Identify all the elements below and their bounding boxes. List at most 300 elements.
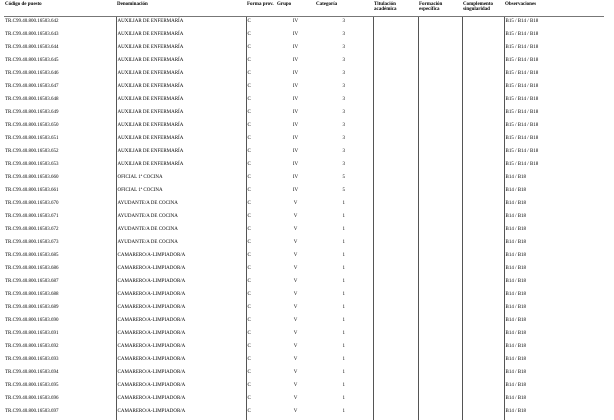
cell-categoria: 1 xyxy=(315,342,373,355)
cell-forma-prov: C xyxy=(246,160,276,173)
cell-denominacion: AUXILIAR DE ENFERMARÍA xyxy=(116,147,246,160)
cell-denominacion: CAMARERO/A-LIMPIADOR/A xyxy=(116,407,246,420)
cell-complemento xyxy=(462,134,504,147)
cell-formacion xyxy=(418,342,462,355)
cell-formacion xyxy=(418,368,462,381)
cell-categoria: 1 xyxy=(315,212,373,225)
cell-forma-prov: C xyxy=(246,290,276,303)
cell-complemento xyxy=(462,316,504,329)
cell-formacion xyxy=(418,394,462,407)
cell-denominacion: CAMARERO/A-LIMPIADOR/A xyxy=(116,329,246,342)
cell-forma-prov: C xyxy=(246,238,276,251)
cell-denominacion: CAMARERO/A-LIMPIADOR/A xyxy=(116,303,246,316)
cell-titulacion xyxy=(373,173,418,186)
cell-complemento xyxy=(462,264,504,277)
table-row xyxy=(4,394,604,407)
cell-formacion xyxy=(418,17,462,31)
cell-complemento xyxy=(462,173,504,186)
table-body xyxy=(4,17,604,420)
cell-denominacion: AYUDANTE/A DE COCINA xyxy=(116,212,246,225)
cell-grupo: V xyxy=(276,277,315,290)
cell-formacion xyxy=(418,121,462,134)
cell-denominacion: CAMARERO/A-LIMPIADOR/A xyxy=(116,290,246,303)
cell-titulacion xyxy=(373,225,418,238)
cell-titulacion xyxy=(373,82,418,95)
cell-denominacion: CAMARERO/A-LIMPIADOR/A xyxy=(116,381,246,394)
cell-grupo: V xyxy=(276,238,315,251)
cell-formacion xyxy=(418,173,462,186)
cell-complemento xyxy=(462,290,504,303)
table-row xyxy=(4,355,604,368)
cell-grupo: IV xyxy=(276,43,315,56)
cell-formacion xyxy=(418,264,462,277)
cell-codigo: TR.C99.40.800.16503.686 xyxy=(4,264,116,277)
cell-denominacion: AUXILIAR DE ENFERMARÍA xyxy=(116,30,246,43)
cell-forma-prov: C xyxy=(246,316,276,329)
table-row xyxy=(4,56,604,69)
cell-complemento xyxy=(462,30,504,43)
cell-categoria: 3 xyxy=(315,43,373,56)
table-row xyxy=(4,251,604,264)
cell-categoria: 1 xyxy=(315,264,373,277)
cell-complemento xyxy=(462,108,504,121)
cell-codigo: TR.C99.40.800.16503.652 xyxy=(4,147,116,160)
header-forma-prov: Forma prov. xyxy=(246,2,276,17)
table-row xyxy=(4,199,604,212)
cell-forma-prov: C xyxy=(246,108,276,121)
cell-codigo: TR.C99.40.800.16503.688 xyxy=(4,290,116,303)
cell-codigo: TR.C99.40.800.16503.695 xyxy=(4,381,116,394)
cell-grupo: IV xyxy=(276,56,315,69)
table-row xyxy=(4,95,604,108)
table-row xyxy=(4,290,604,303)
cell-categoria: 1 xyxy=(315,355,373,368)
header-titulacion: Titulación académica xyxy=(373,2,418,17)
cell-grupo: V xyxy=(276,342,315,355)
cell-forma-prov: C xyxy=(246,95,276,108)
cell-forma-prov: C xyxy=(246,225,276,238)
cell-denominacion: AYUDANTE/A DE COCINA xyxy=(116,199,246,212)
cell-observaciones: B14 / B18 xyxy=(504,407,604,420)
header-categoria: Categoría xyxy=(315,2,373,17)
cell-codigo: TR.C99.40.800.16503.647 xyxy=(4,82,116,95)
cell-complemento xyxy=(462,147,504,160)
cell-observaciones: B14 / B18 xyxy=(504,355,604,368)
cell-categoria: 3 xyxy=(315,30,373,43)
cell-denominacion: CAMARERO/A-LIMPIADOR/A xyxy=(116,277,246,290)
cell-formacion xyxy=(418,355,462,368)
header-grupo: Grupo xyxy=(276,2,315,17)
cell-formacion xyxy=(418,134,462,147)
cell-titulacion xyxy=(373,368,418,381)
cell-complemento xyxy=(462,212,504,225)
cell-titulacion xyxy=(373,394,418,407)
cell-observaciones: B14 / B18 xyxy=(504,329,604,342)
table-row xyxy=(4,160,604,173)
cell-observaciones: B14 / B18 xyxy=(504,173,604,186)
cell-formacion xyxy=(418,95,462,108)
cell-titulacion xyxy=(373,17,418,31)
cell-categoria: 3 xyxy=(315,69,373,82)
cell-complemento xyxy=(462,17,504,31)
cell-codigo: TR.C99.40.800.16503.648 xyxy=(4,95,116,108)
cell-titulacion xyxy=(373,381,418,394)
cell-codigo: TR.C99.40.800.16503.649 xyxy=(4,108,116,121)
cell-grupo: IV xyxy=(276,82,315,95)
cell-complemento xyxy=(462,355,504,368)
cell-complemento xyxy=(462,186,504,199)
cell-formacion xyxy=(418,225,462,238)
cell-titulacion xyxy=(373,238,418,251)
cell-categoria: 3 xyxy=(315,17,373,31)
cell-observaciones: B15 / B14 / B18 xyxy=(504,30,604,43)
cell-complemento xyxy=(462,225,504,238)
cell-observaciones: B15 / B14 / B18 xyxy=(504,56,604,69)
cell-formacion xyxy=(418,277,462,290)
cell-formacion xyxy=(418,199,462,212)
cell-formacion xyxy=(418,238,462,251)
cell-formacion xyxy=(418,290,462,303)
cell-forma-prov: C xyxy=(246,381,276,394)
cell-grupo: IV xyxy=(276,69,315,82)
cell-grupo: V xyxy=(276,329,315,342)
cell-codigo: TR.C99.40.800.16503.671 xyxy=(4,212,116,225)
table-row xyxy=(4,368,604,381)
cell-denominacion: AUXILIAR DE ENFERMARÍA xyxy=(116,134,246,147)
cell-grupo: IV xyxy=(276,186,315,199)
cell-denominacion: CAMARERO/A-LIMPIADOR/A xyxy=(116,342,246,355)
cell-grupo: V xyxy=(276,212,315,225)
table-header-row xyxy=(4,2,604,17)
cell-denominacion: AYUDANTE/A DE COCINA xyxy=(116,225,246,238)
cell-forma-prov: C xyxy=(246,303,276,316)
cell-observaciones: B15 / B14 / B18 xyxy=(504,160,604,173)
cell-complemento xyxy=(462,342,504,355)
cell-formacion xyxy=(418,407,462,420)
cell-titulacion xyxy=(373,43,418,56)
cell-complemento xyxy=(462,160,504,173)
cell-observaciones: B15 / B14 / B18 xyxy=(504,43,604,56)
cell-observaciones: B15 / B14 / B18 xyxy=(504,108,604,121)
cell-grupo: V xyxy=(276,303,315,316)
cell-observaciones: B14 / B18 xyxy=(504,290,604,303)
header-denominacion: Denominación xyxy=(116,2,246,17)
cell-forma-prov: C xyxy=(246,394,276,407)
cell-titulacion xyxy=(373,30,418,43)
cell-codigo: TR.C99.40.800.16503.673 xyxy=(4,238,116,251)
cell-grupo: V xyxy=(276,264,315,277)
cell-complemento xyxy=(462,277,504,290)
cell-codigo: TR.C99.40.800.16503.696 xyxy=(4,394,116,407)
header-formacion: Formación específica xyxy=(418,2,462,17)
cell-grupo: IV xyxy=(276,30,315,43)
cell-codigo: TR.C99.40.800.16503.689 xyxy=(4,303,116,316)
cell-grupo: IV xyxy=(276,17,315,31)
cell-titulacion xyxy=(373,212,418,225)
cell-codigo: TR.C99.40.800.16503.685 xyxy=(4,251,116,264)
cell-observaciones: B14 / B18 xyxy=(504,225,604,238)
table-row xyxy=(4,108,604,121)
cell-formacion xyxy=(418,251,462,264)
cell-observaciones: B15 / B14 / B18 xyxy=(504,134,604,147)
cell-grupo: IV xyxy=(276,95,315,108)
cell-titulacion xyxy=(373,290,418,303)
cell-complemento xyxy=(462,368,504,381)
cell-observaciones: B15 / B14 / B18 xyxy=(504,147,604,160)
cell-codigo: TR.C99.40.800.16503.651 xyxy=(4,134,116,147)
cell-formacion xyxy=(418,56,462,69)
cell-observaciones: B15 / B14 / B18 xyxy=(504,17,604,31)
cell-observaciones: B14 / B18 xyxy=(504,212,604,225)
cell-formacion xyxy=(418,303,462,316)
cell-categoria: 3 xyxy=(315,134,373,147)
cell-titulacion xyxy=(373,316,418,329)
cell-complemento xyxy=(462,56,504,69)
cell-grupo: V xyxy=(276,407,315,420)
cell-categoria: 1 xyxy=(315,277,373,290)
cell-complemento xyxy=(462,381,504,394)
cell-observaciones: B14 / B18 xyxy=(504,316,604,329)
cell-denominacion: AUXILIAR DE ENFERMARÍA xyxy=(116,95,246,108)
cell-forma-prov: C xyxy=(246,69,276,82)
cell-denominacion: AUXILIAR DE ENFERMARÍA xyxy=(116,160,246,173)
cell-formacion xyxy=(418,69,462,82)
table-row xyxy=(4,225,604,238)
cell-grupo: IV xyxy=(276,173,315,186)
table-row xyxy=(4,43,604,56)
cell-titulacion xyxy=(373,303,418,316)
cell-complemento xyxy=(462,238,504,251)
cell-codigo: TR.C99.40.800.16503.694 xyxy=(4,368,116,381)
cell-denominacion: AUXILIAR DE ENFERMARÍA xyxy=(116,69,246,82)
cell-forma-prov: C xyxy=(246,30,276,43)
cell-formacion xyxy=(418,43,462,56)
cell-titulacion xyxy=(373,121,418,134)
cell-titulacion xyxy=(373,199,418,212)
cell-codigo: TR.C99.40.800.16503.692 xyxy=(4,342,116,355)
cell-denominacion: CAMARERO/A-LIMPIADOR/A xyxy=(116,355,246,368)
cell-categoria: 3 xyxy=(315,160,373,173)
table-row xyxy=(4,173,604,186)
cell-titulacion xyxy=(373,56,418,69)
cell-denominacion: CAMARERO/A-LIMPIADOR/A xyxy=(116,368,246,381)
cell-formacion xyxy=(418,160,462,173)
header-codigo: Código de puesto xyxy=(4,2,116,17)
cell-observaciones: B14 / B18 xyxy=(504,199,604,212)
header-observaciones: Observaciones xyxy=(504,2,604,17)
table-row xyxy=(4,407,604,420)
cell-observaciones: B14 / B18 xyxy=(504,394,604,407)
cell-titulacion xyxy=(373,329,418,342)
cell-complemento xyxy=(462,82,504,95)
cell-codigo: TR.C99.40.800.16503.642 xyxy=(4,17,116,31)
cell-denominacion: AUXILIAR DE ENFERMARÍA xyxy=(116,108,246,121)
cell-denominacion: CAMARERO/A-LIMPIADOR/A xyxy=(116,264,246,277)
cell-complemento xyxy=(462,95,504,108)
cell-formacion xyxy=(418,108,462,121)
cell-codigo: TR.C99.40.800.16503.650 xyxy=(4,121,116,134)
cell-denominacion: AUXILIAR DE ENFERMARÍA xyxy=(116,17,246,31)
cell-titulacion xyxy=(373,407,418,420)
cell-complemento xyxy=(462,121,504,134)
cell-denominacion: OFICIAL 1ª COCINA xyxy=(116,173,246,186)
cell-observaciones: B14 / B18 xyxy=(504,238,604,251)
cell-categoria: 1 xyxy=(315,394,373,407)
cell-categoria: 3 xyxy=(315,56,373,69)
cell-titulacion xyxy=(373,147,418,160)
cell-titulacion xyxy=(373,277,418,290)
cell-formacion xyxy=(418,381,462,394)
cell-codigo: TR.C99.40.800.16503.645 xyxy=(4,56,116,69)
cell-codigo: TR.C99.40.800.16503.697 xyxy=(4,407,116,420)
table-row xyxy=(4,264,604,277)
cell-forma-prov: C xyxy=(246,407,276,420)
cell-titulacion xyxy=(373,134,418,147)
cell-formacion xyxy=(418,316,462,329)
cell-codigo: TR.C99.40.800.16503.661 xyxy=(4,186,116,199)
cell-categoria: 1 xyxy=(315,316,373,329)
cell-denominacion: AUXILIAR DE ENFERMARÍA xyxy=(116,82,246,95)
cell-grupo: V xyxy=(276,316,315,329)
cell-observaciones: B14 / B18 xyxy=(504,251,604,264)
cell-forma-prov: C xyxy=(246,199,276,212)
table-row xyxy=(4,381,604,394)
table-row xyxy=(4,147,604,160)
cell-forma-prov: C xyxy=(246,43,276,56)
cell-grupo: IV xyxy=(276,160,315,173)
cell-titulacion xyxy=(373,342,418,355)
cell-complemento xyxy=(462,199,504,212)
cell-denominacion: AYUDANTE/A DE COCINA xyxy=(116,238,246,251)
cell-grupo: V xyxy=(276,394,315,407)
cell-grupo: V xyxy=(276,290,315,303)
cell-grupo: V xyxy=(276,199,315,212)
cell-formacion xyxy=(418,30,462,43)
table-row xyxy=(4,30,604,43)
cell-codigo: TR.C99.40.800.16503.690 xyxy=(4,316,116,329)
cell-observaciones: B15 / B14 / B18 xyxy=(504,95,604,108)
cell-categoria: 5 xyxy=(315,173,373,186)
header-complemento: Complemento singularidad xyxy=(462,2,504,17)
cell-denominacion: CAMARERO/A-LIMPIADOR/A xyxy=(116,394,246,407)
cell-codigo: TR.C99.40.800.16503.691 xyxy=(4,329,116,342)
cell-grupo: V xyxy=(276,368,315,381)
table-row xyxy=(4,17,604,31)
cell-formacion xyxy=(418,147,462,160)
cell-forma-prov: C xyxy=(246,368,276,381)
table-row xyxy=(4,238,604,251)
cell-denominacion: AUXILIAR DE ENFERMARÍA xyxy=(116,56,246,69)
cell-grupo: IV xyxy=(276,134,315,147)
cell-forma-prov: C xyxy=(246,147,276,160)
cell-denominacion: CAMARERO/A-LIMPIADOR/A xyxy=(116,316,246,329)
cell-grupo: IV xyxy=(276,121,315,134)
cell-codigo: TR.C99.40.800.16503.646 xyxy=(4,69,116,82)
cell-formacion xyxy=(418,82,462,95)
cell-formacion xyxy=(418,329,462,342)
cell-grupo: V xyxy=(276,355,315,368)
cell-codigo: TR.C99.40.800.16503.643 xyxy=(4,30,116,43)
cell-codigo: TR.C99.40.800.16503.653 xyxy=(4,160,116,173)
cell-categoria: 1 xyxy=(315,381,373,394)
cell-codigo: TR.C99.40.800.16503.670 xyxy=(4,199,116,212)
cell-formacion xyxy=(418,212,462,225)
cell-observaciones: B14 / B18 xyxy=(504,264,604,277)
cell-observaciones: B15 / B14 / B18 xyxy=(504,69,604,82)
cell-forma-prov: C xyxy=(246,186,276,199)
cell-denominacion: AUXILIAR DE ENFERMARÍA xyxy=(116,43,246,56)
cell-titulacion xyxy=(373,355,418,368)
cell-titulacion xyxy=(373,264,418,277)
cell-categoria: 1 xyxy=(315,407,373,420)
table-row xyxy=(4,212,604,225)
cell-categoria: 1 xyxy=(315,368,373,381)
table-row xyxy=(4,121,604,134)
cell-observaciones: B14 / B18 xyxy=(504,303,604,316)
cell-categoria: 1 xyxy=(315,290,373,303)
cell-titulacion xyxy=(373,69,418,82)
cell-codigo: TR.C99.40.800.16503.693 xyxy=(4,355,116,368)
cell-forma-prov: C xyxy=(246,121,276,134)
cell-complemento xyxy=(462,43,504,56)
cell-forma-prov: C xyxy=(246,56,276,69)
cell-titulacion xyxy=(373,108,418,121)
cell-forma-prov: C xyxy=(246,82,276,95)
cell-titulacion xyxy=(373,186,418,199)
cell-codigo: TR.C99.40.800.16503.672 xyxy=(4,225,116,238)
cell-categoria: 3 xyxy=(315,121,373,134)
cell-codigo: TR.C99.40.800.16503.687 xyxy=(4,277,116,290)
cell-complemento xyxy=(462,69,504,82)
table-row xyxy=(4,329,604,342)
table-row xyxy=(4,134,604,147)
cell-categoria: 1 xyxy=(315,199,373,212)
cell-observaciones: B15 / B14 / B18 xyxy=(504,121,604,134)
cell-grupo: IV xyxy=(276,147,315,160)
cell-categoria: 1 xyxy=(315,225,373,238)
table-row xyxy=(4,69,604,82)
cell-formacion xyxy=(418,186,462,199)
cell-categoria: 1 xyxy=(315,251,373,264)
cell-complemento xyxy=(462,329,504,342)
cell-categoria: 3 xyxy=(315,147,373,160)
cell-observaciones: B14 / B18 xyxy=(504,368,604,381)
cell-codigo: TR.C99.40.800.16503.644 xyxy=(4,43,116,56)
cell-grupo: IV xyxy=(276,108,315,121)
cell-observaciones: B14 / B18 xyxy=(504,381,604,394)
cell-grupo: V xyxy=(276,225,315,238)
cell-categoria: 5 xyxy=(315,186,373,199)
cell-forma-prov: C xyxy=(246,212,276,225)
cell-forma-prov: C xyxy=(246,329,276,342)
cell-grupo: V xyxy=(276,251,315,264)
cell-categoria: 3 xyxy=(315,95,373,108)
cell-forma-prov: C xyxy=(246,251,276,264)
cell-forma-prov: C xyxy=(246,134,276,147)
cell-denominacion: OFICIAL 1ª COCINA xyxy=(116,186,246,199)
cell-grupo: V xyxy=(276,381,315,394)
table-row xyxy=(4,342,604,355)
cell-categoria: 3 xyxy=(315,108,373,121)
posts-table xyxy=(4,2,604,420)
cell-titulacion xyxy=(373,95,418,108)
table-row xyxy=(4,316,604,329)
cell-observaciones: B14 / B18 xyxy=(504,186,604,199)
cell-complemento xyxy=(462,303,504,316)
table-row xyxy=(4,186,604,199)
cell-complemento xyxy=(462,251,504,264)
cell-forma-prov: C xyxy=(246,277,276,290)
